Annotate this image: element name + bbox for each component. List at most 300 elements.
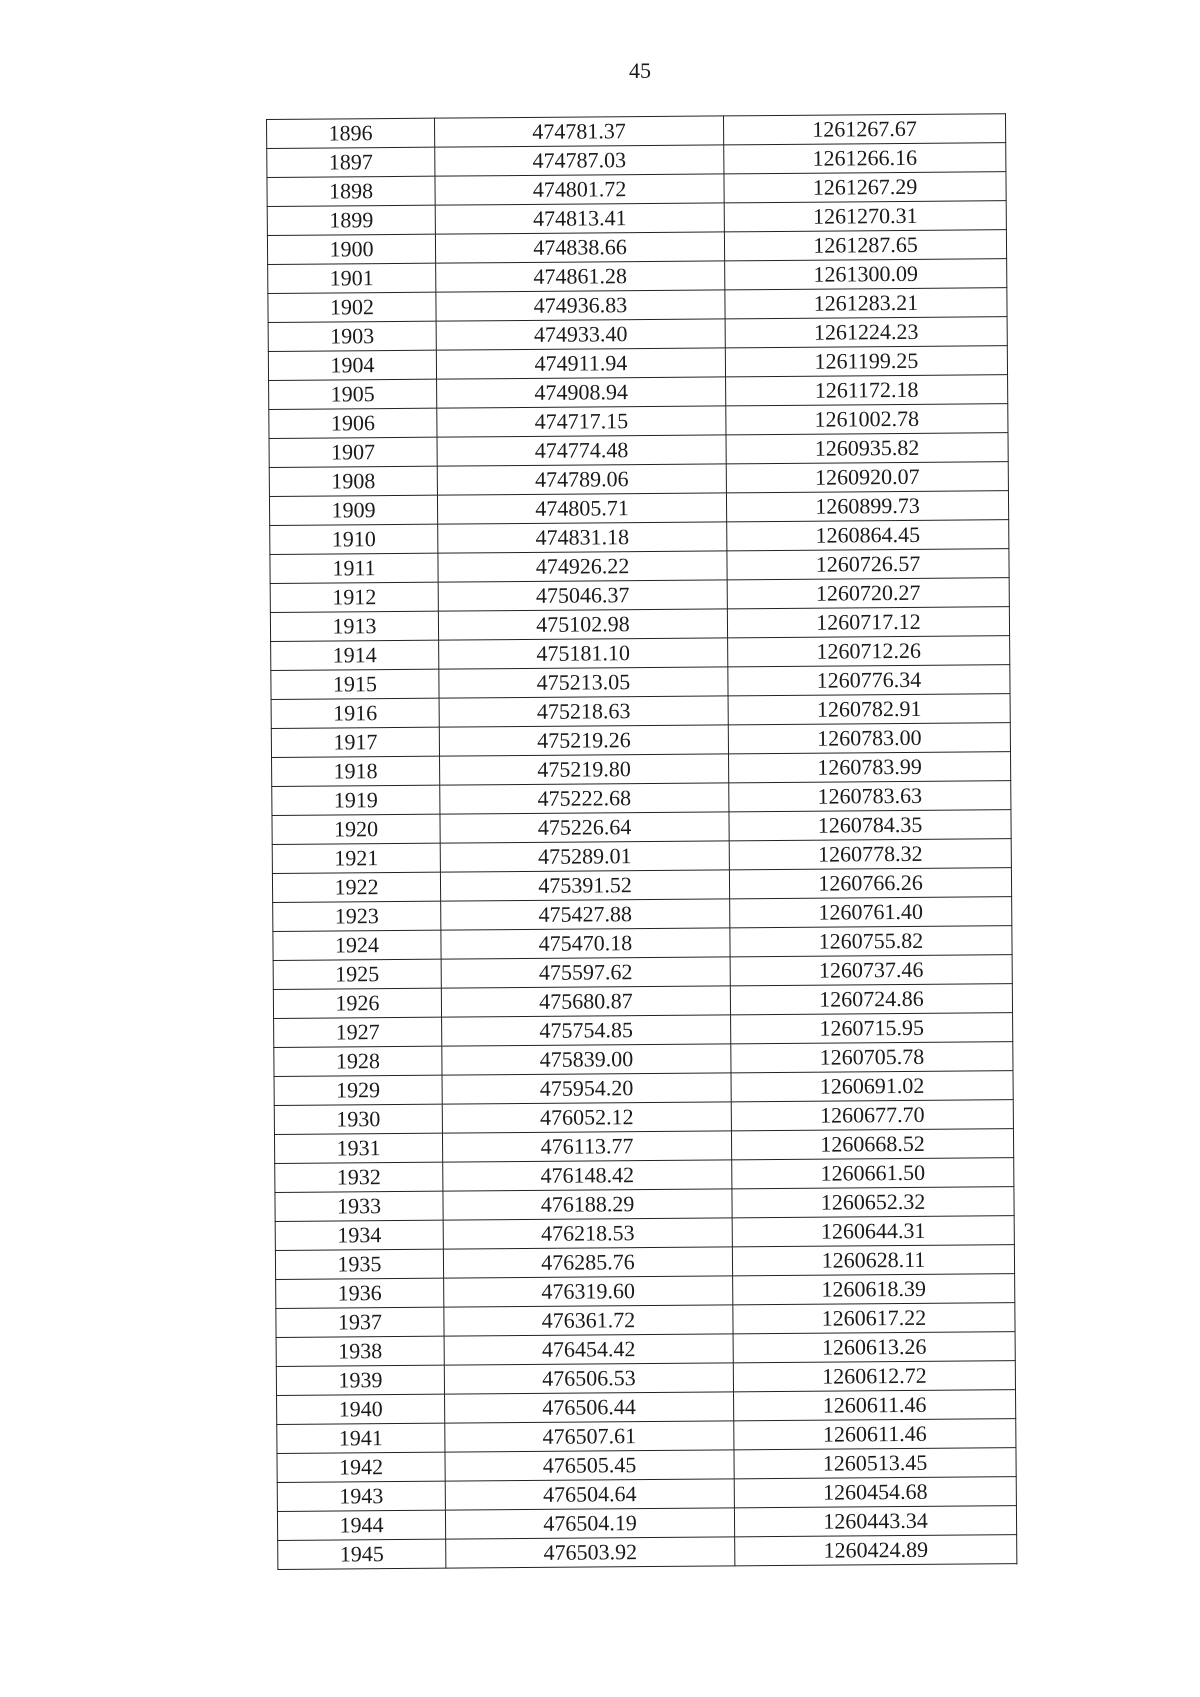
x-coordinate-cell-text: 476361.72 bbox=[541, 1307, 636, 1333]
point-number-cell bbox=[270, 553, 438, 583]
x-coordinate-cell-text: 474861.28 bbox=[533, 263, 628, 289]
x-coordinate-cell bbox=[437, 435, 726, 466]
y-coordinate-cell bbox=[727, 578, 1009, 609]
point-number-cell-text: 1926 bbox=[335, 990, 380, 1016]
point-number-cell-text: 1898 bbox=[328, 178, 374, 204]
y-coordinate-cell bbox=[727, 549, 1009, 580]
y-coordinate-cell-text: 1260668.52 bbox=[820, 1130, 925, 1157]
x-coordinate-cell-text: 476504.19 bbox=[543, 1510, 637, 1536]
point-number-cell-text: 1922 bbox=[334, 874, 379, 900]
y-coordinate-cell bbox=[729, 868, 1011, 899]
point-number-cell bbox=[269, 437, 437, 467]
point-number-cell-text: 1901 bbox=[329, 265, 374, 291]
x-coordinate-cell-text: 476507.61 bbox=[542, 1423, 637, 1449]
point-number-cell-text: 1904 bbox=[330, 352, 375, 378]
x-coordinate-cell bbox=[441, 899, 730, 930]
point-number-cell bbox=[270, 524, 438, 554]
point-number-cell bbox=[277, 1481, 445, 1511]
y-coordinate-cell bbox=[728, 665, 1010, 696]
y-coordinate-cell-text: 1260705.78 bbox=[819, 1043, 925, 1070]
x-coordinate-cell bbox=[435, 203, 724, 234]
point-number-cell-text: 1917 bbox=[333, 729, 378, 755]
point-number-cell bbox=[271, 640, 439, 670]
y-coordinate-cell-text: 1260443.34 bbox=[823, 1507, 928, 1534]
x-coordinate-cell-text: 474813.41 bbox=[532, 205, 627, 231]
y-coordinate-cell-text: 1260618.39 bbox=[821, 1275, 927, 1302]
x-coordinate-cell bbox=[438, 580, 727, 611]
y-coordinate-cell bbox=[732, 1158, 1014, 1189]
y-coordinate-cell-text: 1260611.46 bbox=[822, 1391, 927, 1418]
point-number-cell-text: 1936 bbox=[337, 1280, 382, 1306]
y-coordinate-cell bbox=[726, 491, 1008, 522]
point-number-cell bbox=[272, 785, 440, 815]
point-number-cell bbox=[270, 611, 438, 641]
y-coordinate-cell-text: 1260720.27 bbox=[815, 579, 921, 606]
y-coordinate-cell-text: 1260712.26 bbox=[816, 637, 922, 664]
x-coordinate-cell bbox=[441, 957, 730, 988]
point-number-cell-text: 1944 bbox=[339, 1512, 384, 1538]
point-number-cell bbox=[271, 669, 439, 699]
x-coordinate-cell-text: 474717.15 bbox=[534, 408, 629, 434]
y-coordinate-cell bbox=[724, 201, 1006, 232]
y-coordinate-cell-text: 1260715.95 bbox=[819, 1014, 925, 1041]
y-coordinate-cell bbox=[725, 317, 1007, 348]
y-coordinate-cell bbox=[728, 636, 1010, 667]
y-coordinate-cell-text: 1260726.57 bbox=[815, 550, 921, 577]
y-coordinate-cell bbox=[724, 230, 1006, 261]
y-coordinate-cell bbox=[733, 1303, 1015, 1334]
x-coordinate-cell bbox=[436, 319, 725, 350]
point-number-cell-text: 1914 bbox=[332, 642, 377, 668]
y-coordinate-cell bbox=[725, 346, 1007, 377]
y-coordinate-cell-text: 1261199.25 bbox=[814, 347, 919, 374]
point-number-cell bbox=[267, 118, 435, 148]
point-number-cell-text: 1908 bbox=[331, 468, 376, 494]
y-coordinate-cell-text: 1260617.22 bbox=[821, 1304, 927, 1331]
y-coordinate-cell-text: 1260899.73 bbox=[815, 492, 920, 519]
point-number-cell bbox=[271, 698, 439, 728]
point-number-cell-text: 1897 bbox=[328, 149, 373, 175]
point-number-cell-text: 1938 bbox=[338, 1338, 383, 1364]
x-coordinate-cell bbox=[443, 1247, 732, 1278]
y-coordinate-cell bbox=[731, 1071, 1013, 1102]
x-coordinate-cell bbox=[445, 1508, 734, 1539]
point-number-cell bbox=[274, 1104, 442, 1134]
x-coordinate-cell bbox=[439, 725, 728, 756]
point-number-cell bbox=[278, 1539, 446, 1569]
point-number-cell bbox=[267, 176, 435, 206]
y-coordinate-cell bbox=[728, 694, 1010, 725]
x-coordinate-cell-text: 474933.40 bbox=[533, 321, 628, 347]
y-coordinate-cell-text: 1261224.23 bbox=[813, 318, 919, 345]
point-number-cell-text: 1933 bbox=[336, 1193, 382, 1219]
y-coordinate-cell bbox=[733, 1361, 1015, 1392]
y-coordinate-cell bbox=[727, 607, 1009, 638]
point-number-cell bbox=[276, 1365, 444, 1395]
x-coordinate-cell-text: 476285.76 bbox=[541, 1249, 635, 1275]
y-coordinate-cell bbox=[724, 172, 1006, 203]
x-coordinate-cell bbox=[440, 754, 729, 785]
point-number-cell-text: 1934 bbox=[337, 1222, 382, 1248]
x-coordinate-cell-text: 475213.05 bbox=[536, 669, 631, 695]
y-coordinate-cell-text: 1260717.12 bbox=[816, 608, 921, 635]
y-coordinate-cell bbox=[726, 433, 1008, 464]
point-number-cell-text: 1924 bbox=[334, 932, 380, 958]
x-coordinate-cell bbox=[435, 232, 724, 263]
y-coordinate-cell-text: 1260778.32 bbox=[817, 840, 923, 867]
point-number-cell-text: 1919 bbox=[333, 787, 378, 813]
x-coordinate-cell bbox=[438, 609, 727, 640]
y-coordinate-cell-text: 1260613.26 bbox=[821, 1333, 927, 1360]
y-coordinate-cell bbox=[725, 259, 1007, 290]
x-coordinate-cell bbox=[445, 1450, 734, 1481]
point-number-cell bbox=[275, 1191, 443, 1221]
y-coordinate-cell bbox=[734, 1419, 1016, 1450]
y-coordinate-cell bbox=[726, 462, 1008, 493]
x-coordinate-cell-text: 475222.68 bbox=[537, 785, 632, 811]
y-coordinate-cell bbox=[734, 1506, 1016, 1537]
y-coordinate-cell-text: 1260424.89 bbox=[823, 1536, 929, 1563]
point-number-cell bbox=[269, 379, 437, 409]
x-coordinate-cell-text: 476454.42 bbox=[541, 1336, 636, 1362]
y-coordinate-cell-text: 1260677.70 bbox=[819, 1101, 925, 1128]
point-number-cell bbox=[273, 988, 441, 1018]
x-coordinate-cell-text: 476148.42 bbox=[540, 1162, 635, 1188]
x-coordinate-cell-text: 474936.83 bbox=[533, 292, 628, 318]
point-number-cell bbox=[277, 1510, 445, 1540]
x-coordinate-cell-text: 475226.64 bbox=[537, 814, 632, 840]
y-coordinate-cell bbox=[734, 1477, 1016, 1508]
point-number-cell bbox=[271, 727, 439, 757]
x-coordinate-cell bbox=[444, 1363, 733, 1394]
point-number-cell-text: 1943 bbox=[339, 1483, 384, 1509]
point-number-cell bbox=[272, 843, 440, 873]
x-coordinate-cell bbox=[442, 1102, 731, 1133]
x-coordinate-cell bbox=[435, 174, 724, 205]
point-number-cell bbox=[272, 814, 440, 844]
point-number-cell-text: 1909 bbox=[331, 497, 376, 523]
y-coordinate-cell bbox=[731, 1129, 1013, 1160]
y-coordinate-cell-text: 1261002.78 bbox=[814, 405, 920, 432]
x-coordinate-cell bbox=[437, 493, 726, 524]
x-coordinate-cell bbox=[437, 377, 726, 408]
x-coordinate-cell-text: 475391.52 bbox=[538, 872, 632, 898]
x-coordinate-cell bbox=[437, 406, 726, 437]
x-coordinate-cell-text: 475046.37 bbox=[535, 582, 630, 608]
x-coordinate-cell bbox=[442, 1044, 731, 1075]
y-coordinate-cell-text: 1261270.31 bbox=[812, 202, 918, 229]
page-number: 45 bbox=[629, 58, 651, 83]
y-coordinate-cell bbox=[731, 1013, 1013, 1044]
x-coordinate-cell bbox=[441, 928, 730, 959]
x-coordinate-cell-text: 475954.20 bbox=[539, 1075, 634, 1101]
y-coordinate-cell bbox=[726, 375, 1008, 406]
point-number-cell-text: 1911 bbox=[332, 555, 376, 581]
y-coordinate-cell-text: 1260612.72 bbox=[822, 1362, 927, 1389]
point-number-cell-text: 1902 bbox=[329, 294, 375, 320]
y-coordinate-cell bbox=[733, 1274, 1015, 1305]
point-number-cell bbox=[276, 1307, 444, 1337]
y-coordinate-cell bbox=[723, 114, 1005, 145]
y-coordinate-cell bbox=[727, 520, 1009, 551]
y-coordinate-cell bbox=[730, 897, 1012, 928]
y-coordinate-cell bbox=[730, 926, 1012, 957]
point-number-cell bbox=[268, 292, 436, 322]
x-coordinate-cell bbox=[444, 1334, 733, 1365]
point-number-cell-text: 1896 bbox=[328, 120, 373, 146]
point-number-cell bbox=[268, 321, 436, 351]
point-number-cell-text: 1941 bbox=[338, 1425, 383, 1451]
point-number-cell bbox=[269, 466, 437, 496]
x-coordinate-cell-text: 475289.01 bbox=[537, 843, 632, 869]
x-coordinate-cell-text: 476218.53 bbox=[540, 1220, 635, 1246]
point-number-cell-text: 1940 bbox=[338, 1396, 383, 1422]
point-number-cell bbox=[275, 1249, 443, 1279]
x-coordinate-cell-text: 476503.92 bbox=[543, 1539, 638, 1565]
point-number-cell-text: 1899 bbox=[329, 207, 374, 233]
point-number-cell-text: 1920 bbox=[333, 816, 379, 842]
x-coordinate-cell-text: 476113.77 bbox=[540, 1133, 634, 1159]
x-coordinate-cell-text: 476052.12 bbox=[540, 1104, 634, 1130]
point-number-cell bbox=[277, 1394, 445, 1424]
point-number-cell-text: 1928 bbox=[335, 1048, 380, 1074]
point-number-cell bbox=[275, 1220, 443, 1250]
y-coordinate-cell-text: 1260920.07 bbox=[814, 463, 920, 490]
y-coordinate-cell-text: 1260691.02 bbox=[819, 1072, 925, 1099]
x-coordinate-cell bbox=[436, 348, 725, 379]
point-number-cell-text: 1939 bbox=[338, 1367, 383, 1393]
point-number-cell-text: 1935 bbox=[337, 1251, 382, 1277]
x-coordinate-cell bbox=[444, 1276, 733, 1307]
y-coordinate-cell-text: 1261172.18 bbox=[814, 376, 919, 403]
x-coordinate-cell-text: 474781.37 bbox=[532, 118, 626, 144]
x-coordinate-cell-text: 474801.72 bbox=[532, 176, 627, 202]
coordinates-table bbox=[266, 113, 1017, 1570]
y-coordinate-cell bbox=[730, 955, 1012, 986]
point-number-cell-text: 1942 bbox=[338, 1454, 384, 1480]
point-number-cell bbox=[273, 959, 441, 989]
point-number-cell bbox=[273, 930, 441, 960]
y-coordinate-cell-text: 1261267.67 bbox=[812, 115, 917, 142]
point-number-cell-text: 1913 bbox=[332, 613, 377, 639]
coordinates-table-body bbox=[267, 114, 1017, 1570]
y-coordinate-cell-text: 1260628.11 bbox=[821, 1246, 926, 1273]
point-number-cell-text: 1931 bbox=[336, 1135, 381, 1161]
point-number-cell bbox=[267, 147, 435, 177]
x-coordinate-cell bbox=[446, 1537, 735, 1568]
y-coordinate-cell-text: 1260782.91 bbox=[816, 695, 922, 722]
point-number-cell-text: 1912 bbox=[332, 584, 377, 610]
y-coordinate-cell-text: 1261287.65 bbox=[813, 231, 918, 258]
x-coordinate-cell bbox=[436, 261, 725, 292]
point-number-cell-text: 1927 bbox=[335, 1019, 380, 1045]
x-coordinate-cell bbox=[440, 812, 729, 843]
y-coordinate-cell bbox=[729, 781, 1011, 812]
x-coordinate-cell-text: 474926.22 bbox=[535, 553, 630, 579]
y-coordinate-cell-text: 1260766.26 bbox=[818, 869, 923, 896]
x-coordinate-cell bbox=[439, 667, 728, 698]
point-number-cell-text: 1906 bbox=[330, 410, 375, 436]
x-coordinate-cell bbox=[442, 1131, 731, 1162]
y-coordinate-cell bbox=[735, 1535, 1017, 1566]
y-coordinate-cell-text: 1260783.63 bbox=[817, 782, 923, 809]
point-number-cell bbox=[267, 205, 435, 235]
y-coordinate-cell bbox=[729, 752, 1011, 783]
x-coordinate-cell bbox=[434, 116, 723, 147]
y-coordinate-cell bbox=[732, 1245, 1014, 1276]
x-coordinate-cell bbox=[441, 986, 730, 1017]
y-coordinate-cell-text: 1260644.31 bbox=[820, 1217, 926, 1244]
point-number-cell bbox=[268, 350, 436, 380]
point-number-cell-text: 1900 bbox=[329, 236, 374, 262]
point-number-cell-text: 1932 bbox=[336, 1164, 381, 1190]
x-coordinate-cell bbox=[445, 1421, 734, 1452]
point-number-cell-text: 1907 bbox=[331, 439, 376, 465]
y-coordinate-cell-text: 1261283.21 bbox=[813, 289, 919, 316]
y-coordinate-cell bbox=[732, 1216, 1014, 1247]
point-number-cell-text: 1910 bbox=[331, 526, 376, 552]
y-coordinate-cell bbox=[729, 810, 1011, 841]
y-coordinate-cell-text: 1260864.45 bbox=[815, 521, 921, 548]
x-coordinate-cell bbox=[443, 1160, 732, 1191]
x-coordinate-cell bbox=[443, 1189, 732, 1220]
x-coordinate-cell-text: 474838.66 bbox=[533, 234, 627, 260]
point-number-cell bbox=[272, 872, 440, 902]
y-coordinate-cell bbox=[726, 404, 1008, 435]
y-coordinate-cell bbox=[731, 1042, 1013, 1073]
y-coordinate-cell-text: 1260783.99 bbox=[817, 753, 922, 780]
y-coordinate-cell-text: 1260652.32 bbox=[820, 1188, 926, 1215]
point-number-cell bbox=[274, 1046, 442, 1076]
x-coordinate-cell bbox=[442, 1073, 731, 1104]
point-number-cell-text: 1929 bbox=[336, 1077, 381, 1103]
x-coordinate-cell-text: 476505.45 bbox=[542, 1452, 637, 1478]
y-coordinate-cell-text: 1261266.16 bbox=[812, 144, 918, 171]
x-coordinate-cell-text: 476188.29 bbox=[540, 1191, 635, 1217]
point-number-cell bbox=[267, 234, 435, 264]
point-number-cell-text: 1923 bbox=[334, 903, 379, 929]
x-coordinate-cell-text: 475754.85 bbox=[539, 1017, 634, 1043]
y-coordinate-cell-text: 1260783.00 bbox=[817, 724, 922, 751]
x-coordinate-cell-text: 476504.64 bbox=[542, 1481, 637, 1507]
y-coordinate-cell-text: 1260755.82 bbox=[818, 927, 924, 954]
x-coordinate-cell-text: 475427.88 bbox=[538, 901, 633, 927]
x-coordinate-cell bbox=[438, 522, 727, 553]
y-coordinate-cell-text: 1260935.82 bbox=[814, 434, 920, 461]
point-number-cell bbox=[276, 1278, 444, 1308]
x-coordinate-cell bbox=[442, 1015, 731, 1046]
x-coordinate-cell bbox=[436, 290, 725, 321]
y-coordinate-cell-text: 1261267.29 bbox=[812, 173, 918, 200]
x-coordinate-cell-text: 474774.48 bbox=[534, 437, 629, 463]
point-number-cell-text: 1925 bbox=[335, 961, 380, 987]
x-coordinate-cell bbox=[443, 1218, 732, 1249]
y-coordinate-cell-text: 1260737.46 bbox=[818, 956, 924, 983]
y-coordinate-cell bbox=[724, 143, 1006, 174]
y-coordinate-cell bbox=[733, 1332, 1015, 1363]
point-number-cell bbox=[274, 1075, 442, 1105]
point-number-cell bbox=[269, 408, 437, 438]
x-coordinate-cell-text: 476506.53 bbox=[542, 1365, 636, 1391]
x-coordinate-cell-text: 475680.87 bbox=[539, 988, 633, 1014]
x-coordinate-cell-text: 474911.94 bbox=[534, 350, 628, 376]
x-coordinate-cell-text: 475839.00 bbox=[539, 1046, 634, 1072]
y-coordinate-cell bbox=[728, 723, 1010, 754]
point-number-cell-text: 1915 bbox=[332, 671, 378, 697]
y-coordinate-cell bbox=[730, 984, 1012, 1015]
x-coordinate-cell bbox=[444, 1305, 733, 1336]
point-number-cell bbox=[269, 495, 437, 525]
x-coordinate-cell bbox=[438, 551, 727, 582]
x-coordinate-cell bbox=[445, 1479, 734, 1510]
point-number-cell bbox=[277, 1452, 445, 1482]
x-coordinate-cell bbox=[440, 783, 729, 814]
x-coordinate-cell bbox=[439, 696, 728, 727]
x-coordinate-cell-text: 475470.18 bbox=[538, 930, 633, 956]
x-coordinate-cell-text: 475102.98 bbox=[536, 611, 630, 637]
point-number-cell bbox=[274, 1017, 442, 1047]
x-coordinate-cell-text: 476319.60 bbox=[541, 1278, 636, 1304]
x-coordinate-cell-text: 474787.03 bbox=[532, 147, 627, 173]
point-number-cell bbox=[273, 901, 441, 931]
x-coordinate-cell-text: 474805.71 bbox=[535, 495, 629, 521]
point-number-cell-text: 1905 bbox=[330, 381, 375, 407]
y-coordinate-cell bbox=[734, 1390, 1016, 1421]
x-coordinate-cell-text: 475218.63 bbox=[536, 698, 631, 724]
table-row bbox=[278, 1535, 1017, 1570]
y-coordinate-cell bbox=[734, 1448, 1016, 1479]
x-coordinate-cell-text: 475597.62 bbox=[538, 959, 633, 985]
point-number-cell bbox=[268, 263, 436, 293]
x-coordinate-cell bbox=[445, 1392, 734, 1423]
y-coordinate-cell bbox=[725, 288, 1007, 319]
y-coordinate-cell-text: 1260661.50 bbox=[820, 1159, 926, 1186]
y-coordinate-cell-text: 1260724.86 bbox=[819, 985, 924, 1012]
point-number-cell bbox=[272, 756, 440, 786]
x-coordinate-cell bbox=[440, 870, 729, 901]
point-number-cell bbox=[275, 1162, 443, 1192]
point-number-cell-text: 1930 bbox=[336, 1106, 381, 1132]
y-coordinate-cell-text: 1261300.09 bbox=[813, 260, 919, 287]
y-coordinate-cell-text: 1260776.34 bbox=[816, 666, 922, 693]
point-number-cell bbox=[276, 1336, 444, 1366]
y-coordinate-cell-text: 1260513.45 bbox=[822, 1449, 928, 1476]
x-coordinate-cell bbox=[437, 464, 726, 495]
point-number-cell-text: 1937 bbox=[337, 1309, 383, 1335]
point-number-cell bbox=[274, 1133, 442, 1163]
x-coordinate-cell-text: 475219.26 bbox=[537, 727, 631, 753]
x-coordinate-cell-text: 476506.44 bbox=[542, 1394, 636, 1420]
y-coordinate-cell bbox=[732, 1187, 1014, 1218]
x-coordinate-cell bbox=[440, 841, 729, 872]
x-coordinate-cell-text: 475219.80 bbox=[537, 756, 631, 782]
y-coordinate-cell bbox=[729, 839, 1011, 870]
point-number-cell-text: 1903 bbox=[330, 323, 375, 349]
y-coordinate-cell bbox=[731, 1100, 1013, 1131]
y-coordinate-cell-text: 1260761.40 bbox=[818, 898, 924, 925]
point-number-cell-text: 1945 bbox=[339, 1541, 384, 1567]
x-coordinate-cell-text: 474831.18 bbox=[535, 524, 630, 550]
point-number-cell-text: 1916 bbox=[333, 700, 378, 726]
point-number-cell bbox=[270, 582, 438, 612]
x-coordinate-cell bbox=[435, 145, 724, 176]
point-number-cell bbox=[277, 1423, 445, 1453]
y-coordinate-cell-text: 1260784.35 bbox=[817, 811, 923, 838]
x-coordinate-cell-text: 475181.10 bbox=[536, 640, 631, 666]
y-coordinate-cell-text: 1260611.46 bbox=[822, 1420, 927, 1447]
point-number-cell-text: 1918 bbox=[333, 758, 378, 784]
y-coordinate-cell-text: 1260454.68 bbox=[822, 1478, 928, 1505]
